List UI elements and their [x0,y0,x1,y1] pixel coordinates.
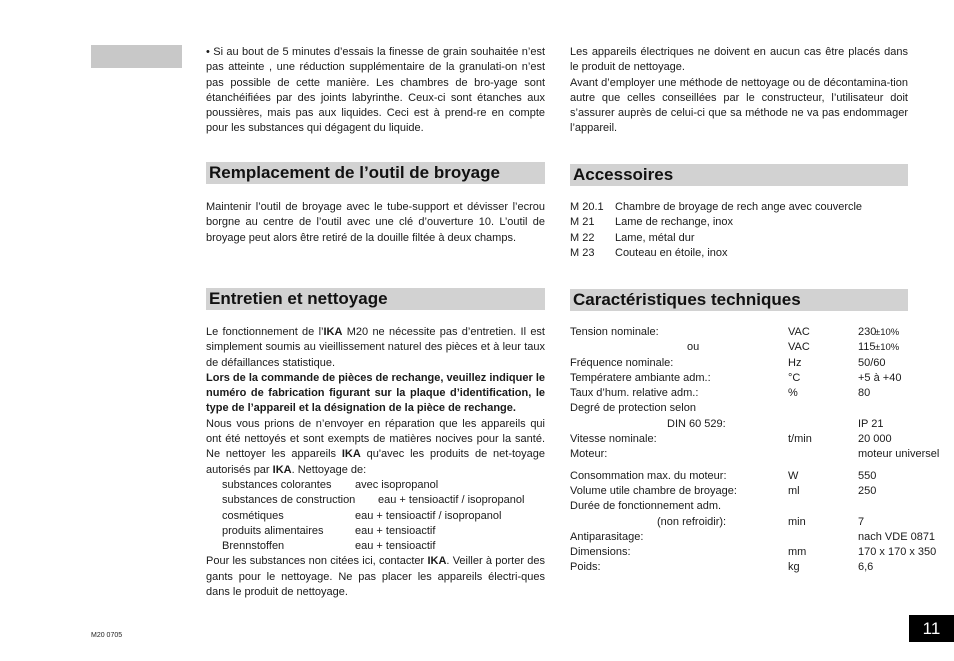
spec-unit: kg [788,561,800,574]
spec-unit: min [788,515,806,528]
remplacement-text: Maintenir l’outil de broyage avec le tube-support et dévisser l’ecrou borgne au centre de l’outil avec une clé d’ouverture 10. L’outil de broyage peut alors être retiré de la douille filtée à deux champs. [206,201,545,244]
spec-value: 230 [858,326,877,338]
cleaning-substance: cosmétiques [222,509,284,522]
spec-value: 250 [858,484,877,497]
spec-label: Poids: [570,561,601,574]
heading-entretien: Entretien et nettoyage [206,288,545,310]
spec-label: Antiparasitage: [570,530,644,543]
spec-tolerance: ±10% [875,342,900,354]
spec-unit: ml [788,484,800,497]
ika-brand: IKA [272,463,292,476]
cleaning-substance: substances de construction [222,494,356,507]
spec-label: Durée de fonctionnement adm. [570,500,722,513]
spec-value: 115 [858,341,876,354]
accessory-code: M 22 [570,231,595,244]
spec-value: 550 [858,469,877,482]
spec-row [570,530,936,545]
accessory-item [570,215,908,230]
spec-row [570,356,910,371]
tech-specs-table [570,325,940,576]
cleaning-row [206,509,545,524]
spec-row [570,340,910,355]
spec-unit: % [788,387,798,400]
entretien-bold-notice: Lors de la commande de pièces de rechange, veuillez indiquer le numéro de fabrication figurant sur la plaque d’identification, le type de l’appareil et la désignation de la pièce de rechange. [206,371,545,415]
spec-label: Fréquence nominale: [570,356,674,369]
tech-specs-group-2 [570,469,937,576]
spec-value: nach VDE 0871 [858,530,936,543]
cleaning-row [206,524,545,539]
spec-label: Moteur: [570,448,608,461]
accessory-description: Lame de rechange, inox [615,216,734,229]
spec-row [570,386,910,401]
accessories-list [570,200,908,261]
intro-paragraph-left: • Si au bout de 5 minutes d’essais la finesse de grain souhaitée n’est pas atteinte , une réduction supplémentaire de la granulati-on n’est pas possible de cette manière. Les chambres de bro-yage sont étanchéifiées par des joints labyrinthe. Ceux-ci sont étanches aux poussières, mais pas aux liquides. Ceci est à prend-re en compte pour les substances qui dégagent du liquide. [206,46,545,135]
spec-row [570,417,910,432]
spec-label: Volume utile chambre de broyage: [570,484,737,497]
accessory-item [570,231,908,246]
spec-row [570,401,910,416]
spec-value: +5 à +40 [858,371,902,384]
spec-sublabel: ou [687,341,700,354]
intro-right-p2: Avant d’employer une méthode de nettoyage ou de décontamina-tion autre que celles conseillées par le constructeur, l’utilisateur doit s’assurer auprès de celui-ci que sa méthode ne va pas endommager l’appareil. [570,76,908,135]
spec-sublabel: DIN 60 529: [667,417,726,430]
entretien-p2-c: . Nettoyage de: [291,463,367,476]
accessory-code: M 23 [570,246,595,259]
spec-value: IP 21 [858,417,884,430]
accessory-item [570,200,908,215]
spec-row [570,325,910,340]
heading-remplacement: Remplacement de l’outil de broyage [206,162,545,184]
spec-value: 50/60 [858,356,886,369]
spec-row [570,469,910,484]
entretien-p1-b: M20 ne nécessite pas d’entretien. Il est simplement soumis au vieillissement naturel des pièces et à leur taux de défaillances statistique. [206,326,545,369]
entretien-block [206,325,545,600]
spec-tolerance: ±10% [875,327,900,338]
entretien-p2 [206,417,545,478]
ika-brand: IKA [323,326,343,338]
footer-code: M20 0705 [91,632,123,639]
spec-unit: Hz [788,356,802,369]
spec-row [570,545,937,560]
ika-brand: IKA [427,555,447,568]
cleaning-row [206,493,545,508]
spec-value: 6,6 [858,561,874,574]
spec-row [570,432,910,447]
spec-label: Degré de protection selon [570,402,696,415]
cleaning-agent: eau + tensioactif / isopropanol [355,509,502,522]
page-number: 11 [909,615,954,642]
spec-row [570,515,910,530]
spec-row [570,371,910,386]
spec-unit: W [788,469,799,482]
spec-label: Dimensions: [570,546,631,559]
spec-value: 20 000 [858,433,892,446]
spec-unit: mm [788,546,807,559]
spec-value: 7 [858,515,865,528]
entretien-p2-b: qu'avec les produits de net-toyage autorisés par [206,448,546,476]
cleaning-agent: eau + tensioactif / isopropanol [378,494,525,507]
spec-unit: t/min [788,433,812,446]
spec-unit: VAC [788,326,810,338]
entretien-p1-a: Le fonctionnement de l’ [206,326,324,338]
cleaning-substance: substances colorantes [222,478,332,491]
cleaning-row [206,539,545,554]
spec-value: moteur universel [858,448,940,461]
spec-value: 170 x 170 x 350 [858,546,937,559]
entretien-p3-a: Pour les substances non citées ici, contacter [206,555,428,568]
entretien-p3 [206,554,545,600]
entretien-p2-a: Nous vous prions de n’envoyer en réparation que les appareils qui ont été nettoyés et sont exempts de matières nocives pour la santé. Ne nettoyer les appareils [206,417,545,461]
heading-caracteristiques: Caractéristiques techniques [570,289,908,311]
entretien-p1 [206,325,545,371]
tech-specs-group-1 [570,325,940,463]
cleaning-substance: Brennstoffen [222,540,285,553]
accessory-item [570,246,908,261]
spec-unit: °C [788,371,801,384]
cleaning-list [206,478,545,554]
accessory-description: Chambre de broyage de rech ange avec couvercle [615,201,863,213]
cleaning-substance: produits alimentaires [222,524,324,537]
spec-row [570,560,910,575]
spec-unit: VAC [788,341,810,354]
cleaning-agent: avec isopropanol [355,478,439,491]
spec-label: Taux d’hum. relative adm.: [570,387,699,400]
spec-label: Températere ambiante adm.: [570,371,711,384]
accessory-description: Couteau en étoile, inox [615,246,728,259]
cleaning-agent: eau + tensioactif [355,540,436,553]
spec-label: Tension nominale: [570,326,659,338]
spec-value: 80 [858,387,871,400]
spec-row [570,447,940,462]
spec-row [570,499,910,514]
margin-tab [91,45,182,68]
accessory-description: Lame, métal dur [615,231,695,244]
spec-row [570,484,910,499]
spec-label: Vitesse nominale: [570,433,657,446]
cleaning-row [206,478,545,493]
intro-right-block [570,45,908,137]
entretien-p3-b: . Veiller à porter des gants pour le nettoyage. Ne pas placer les appareils électri-ques dans le produit de nettoyage. [206,555,545,599]
spec-sublabel: (non refroidir): [657,515,727,528]
cleaning-agent: eau + tensioactif [355,524,436,537]
spec-label: Consommation max. du moteur: [570,469,727,482]
ika-brand: IKA [341,448,361,461]
accessory-code: M 21 [570,216,595,229]
accessory-code: M 20.1 [570,201,604,213]
intro-right-p1: Les appareils électriques ne doivent en aucun cas être placés dans le produit de nettoyage. [570,46,908,74]
heading-accessoires: Accessoires [570,164,908,186]
